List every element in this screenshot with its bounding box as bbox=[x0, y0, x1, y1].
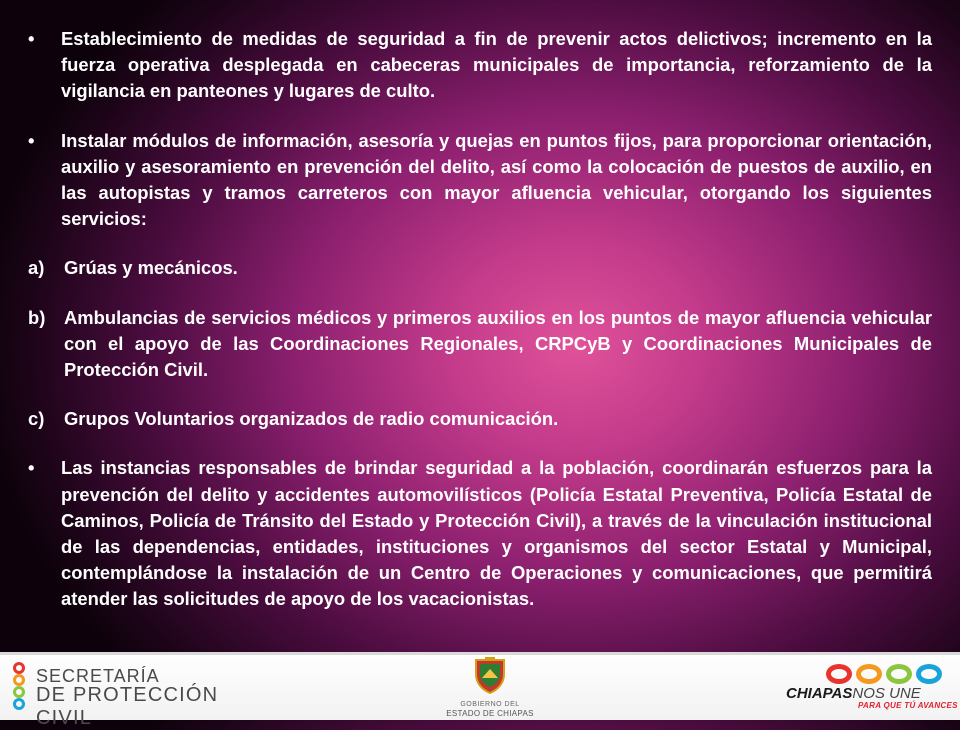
bullet-marker: • bbox=[28, 28, 35, 49]
document-body bbox=[28, 26, 932, 613]
list-item-text: Instalar módulos de información, asesoría y quejas en puntos fijos, para proporcionar orientación, auxilio y asesoramiento en prevención del delito, así como la colocación de puestos de auxilio, en las autopistas y tramos carreteros con mayor afluencia vehicular, otorgando los siguientes servicios: bbox=[61, 129, 932, 230]
logo-dots-icon bbox=[8, 662, 30, 710]
letter-marker: b) bbox=[28, 306, 46, 328]
list-item-text: Las instancias responsables de brindar seguridad a la población, coordinarán esfuerzos para la prevención del delito y accidentes automovilísticos (Policía Estatal Preventiva, Policía Estatal de Caminos, Policía de Tránsito del Estado y Protección Civil), a través de la vinculación institucional de las dependencias, entidades, instituciones y organismos del sector Estatal y Municipal, contemplándose la instalación de un Centro de Operaciones y comunicaciones, que permitirá atender las solicitudes de apoyo de los vacacionistas. bbox=[61, 457, 932, 610]
gobierno-line1: GOBIERNO DEL bbox=[460, 701, 520, 708]
logo-text-line1: SECRETARÍA bbox=[36, 666, 160, 686]
letter-marker: c) bbox=[28, 408, 45, 430]
logo-dot bbox=[13, 686, 25, 698]
brand-tagline: PARA QUE TÚ AVANCES bbox=[858, 701, 958, 710]
list-item-text: Establecimiento de medidas de seguridad a fin de prevenir actos delictivos; incremento en la fuerza operativa desplegada en cabeceras municipales de importancia, reforzamiento de la vigilancia en panteones y lugares de culto. bbox=[61, 28, 932, 102]
list-item-text: Ambulancias de servicios médicos y primeros auxilios en los puntos de mayor afluencia vehicular con el apoyo de las Coordinaciones Regionales, CRPCyB y Coordinaciones Municipales de Protección Civil. bbox=[64, 306, 932, 381]
letter-marker: a) bbox=[28, 257, 45, 279]
brand-rest: NOS UNE bbox=[852, 685, 921, 702]
logo-ring bbox=[856, 664, 882, 684]
logo-dot bbox=[13, 662, 25, 674]
list-item bbox=[28, 26, 932, 105]
chiapas-nos-une-logo bbox=[786, 664, 958, 712]
list-item-text: Grúas y mecánicos. bbox=[64, 257, 238, 279]
brand-main: CHIAPAS bbox=[786, 685, 853, 702]
logo-ring bbox=[826, 664, 852, 684]
gobierno-chiapas-logo bbox=[430, 656, 550, 720]
logo-text-line2: DE PROTECCIÓN CIVIL bbox=[36, 684, 219, 729]
gobierno-line2: ESTADO DE CHIAPAS bbox=[446, 709, 534, 718]
list-item bbox=[28, 128, 932, 233]
list-item bbox=[28, 406, 932, 432]
bullet-marker: • bbox=[28, 129, 35, 151]
logo-rings-icon bbox=[826, 664, 948, 686]
list-item bbox=[28, 455, 932, 612]
coat-of-arms-icon bbox=[470, 656, 510, 696]
logo-ring bbox=[886, 664, 912, 684]
footer-divider bbox=[0, 652, 960, 655]
logo-ring bbox=[916, 664, 942, 684]
logo-dot bbox=[13, 674, 25, 686]
list-item bbox=[28, 255, 932, 281]
proteccion-civil-logo bbox=[8, 662, 278, 729]
logo-dot bbox=[13, 698, 25, 710]
brand-text bbox=[786, 685, 921, 702]
list-item bbox=[28, 305, 932, 384]
bullet-marker: • bbox=[28, 457, 35, 479]
list-item-text: Grupos Voluntarios organizados de radio comunicación. bbox=[64, 408, 559, 430]
